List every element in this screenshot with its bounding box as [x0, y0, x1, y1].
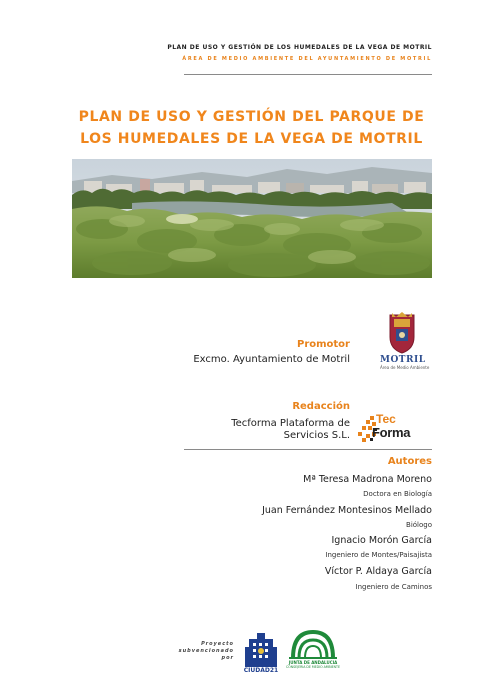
- author-name: Juan Fernández Montesinos Mellado: [262, 505, 432, 516]
- header-line-2: ÁREA DE MEDIO AMBIENTE DEL AYUNTAMIENTO DE MOTRIL: [182, 56, 432, 62]
- subsidy-line-3: por: [221, 655, 234, 661]
- motril-logo-text: MOTRIL: [380, 355, 426, 365]
- section-rule: [184, 449, 432, 450]
- author-role: Ingeniero de Montes/Paisajista: [325, 551, 432, 559]
- tecforma-logo: [358, 413, 434, 445]
- junta-andalucia-logo: [285, 628, 341, 676]
- wetland-photo: [72, 159, 432, 278]
- motril-logo: [380, 311, 430, 375]
- author-role: Doctora en Biología: [363, 490, 432, 498]
- motril-logo-subtext: Área de Medio Ambiente: [380, 365, 430, 370]
- tecforma-logo-top: Tec: [376, 412, 396, 426]
- tecforma-logo-bottom: Forma: [372, 425, 411, 440]
- autores-label: Autores: [387, 456, 432, 467]
- ciudad21-logo: [243, 633, 279, 675]
- author-role: Ingeniero de Caminos: [355, 583, 432, 591]
- subsidy-line-1: Proyecto: [201, 641, 234, 647]
- subsidy-line-2: subvencionado: [178, 648, 234, 654]
- author-name: Ignacio Morón García: [331, 535, 432, 546]
- redaccion-label: Redacción: [292, 401, 350, 412]
- header-line-1: PLAN DE USO Y GESTIÓN DE LOS HUMEDALES DE LA VEGA DE MOTRIL: [167, 44, 432, 51]
- motril-shield-icon: [380, 311, 424, 355]
- author-name: Mª Teresa Madrona Moreno: [303, 474, 432, 485]
- title-line-2: LOS HUMEDALES DE LA VEGA DE MOTRIL: [80, 131, 423, 147]
- junta-text-1: JUNTA DE ANDALUCIA: [288, 660, 338, 665]
- junta-text-2: CONSEJERIA DE MEDIO AMBIENTE: [285, 665, 341, 669]
- ciudad21-building-icon: [243, 633, 279, 667]
- promotor-label: Promotor: [296, 339, 350, 350]
- redaccion-name-line-2: Servicios S.L.: [283, 430, 350, 441]
- subsidy-text: [176, 641, 234, 662]
- promotor-name: Excmo. Ayuntamiento de Motril: [193, 354, 350, 365]
- redaccion-name-line-1: Tecforma Plataforma de: [231, 418, 350, 429]
- document-title: [60, 106, 443, 150]
- author-name: Víctor P. Aldaya García: [324, 566, 432, 577]
- ciudad21-text: CIUDAD21: [243, 667, 279, 674]
- author-role: Biólogo: [406, 521, 432, 529]
- header-rule: [184, 74, 432, 75]
- title-line-1: PLAN DE USO Y GESTIÓN DEL PARQUE DE: [78, 109, 425, 125]
- junta-arch-icon: [285, 628, 341, 660]
